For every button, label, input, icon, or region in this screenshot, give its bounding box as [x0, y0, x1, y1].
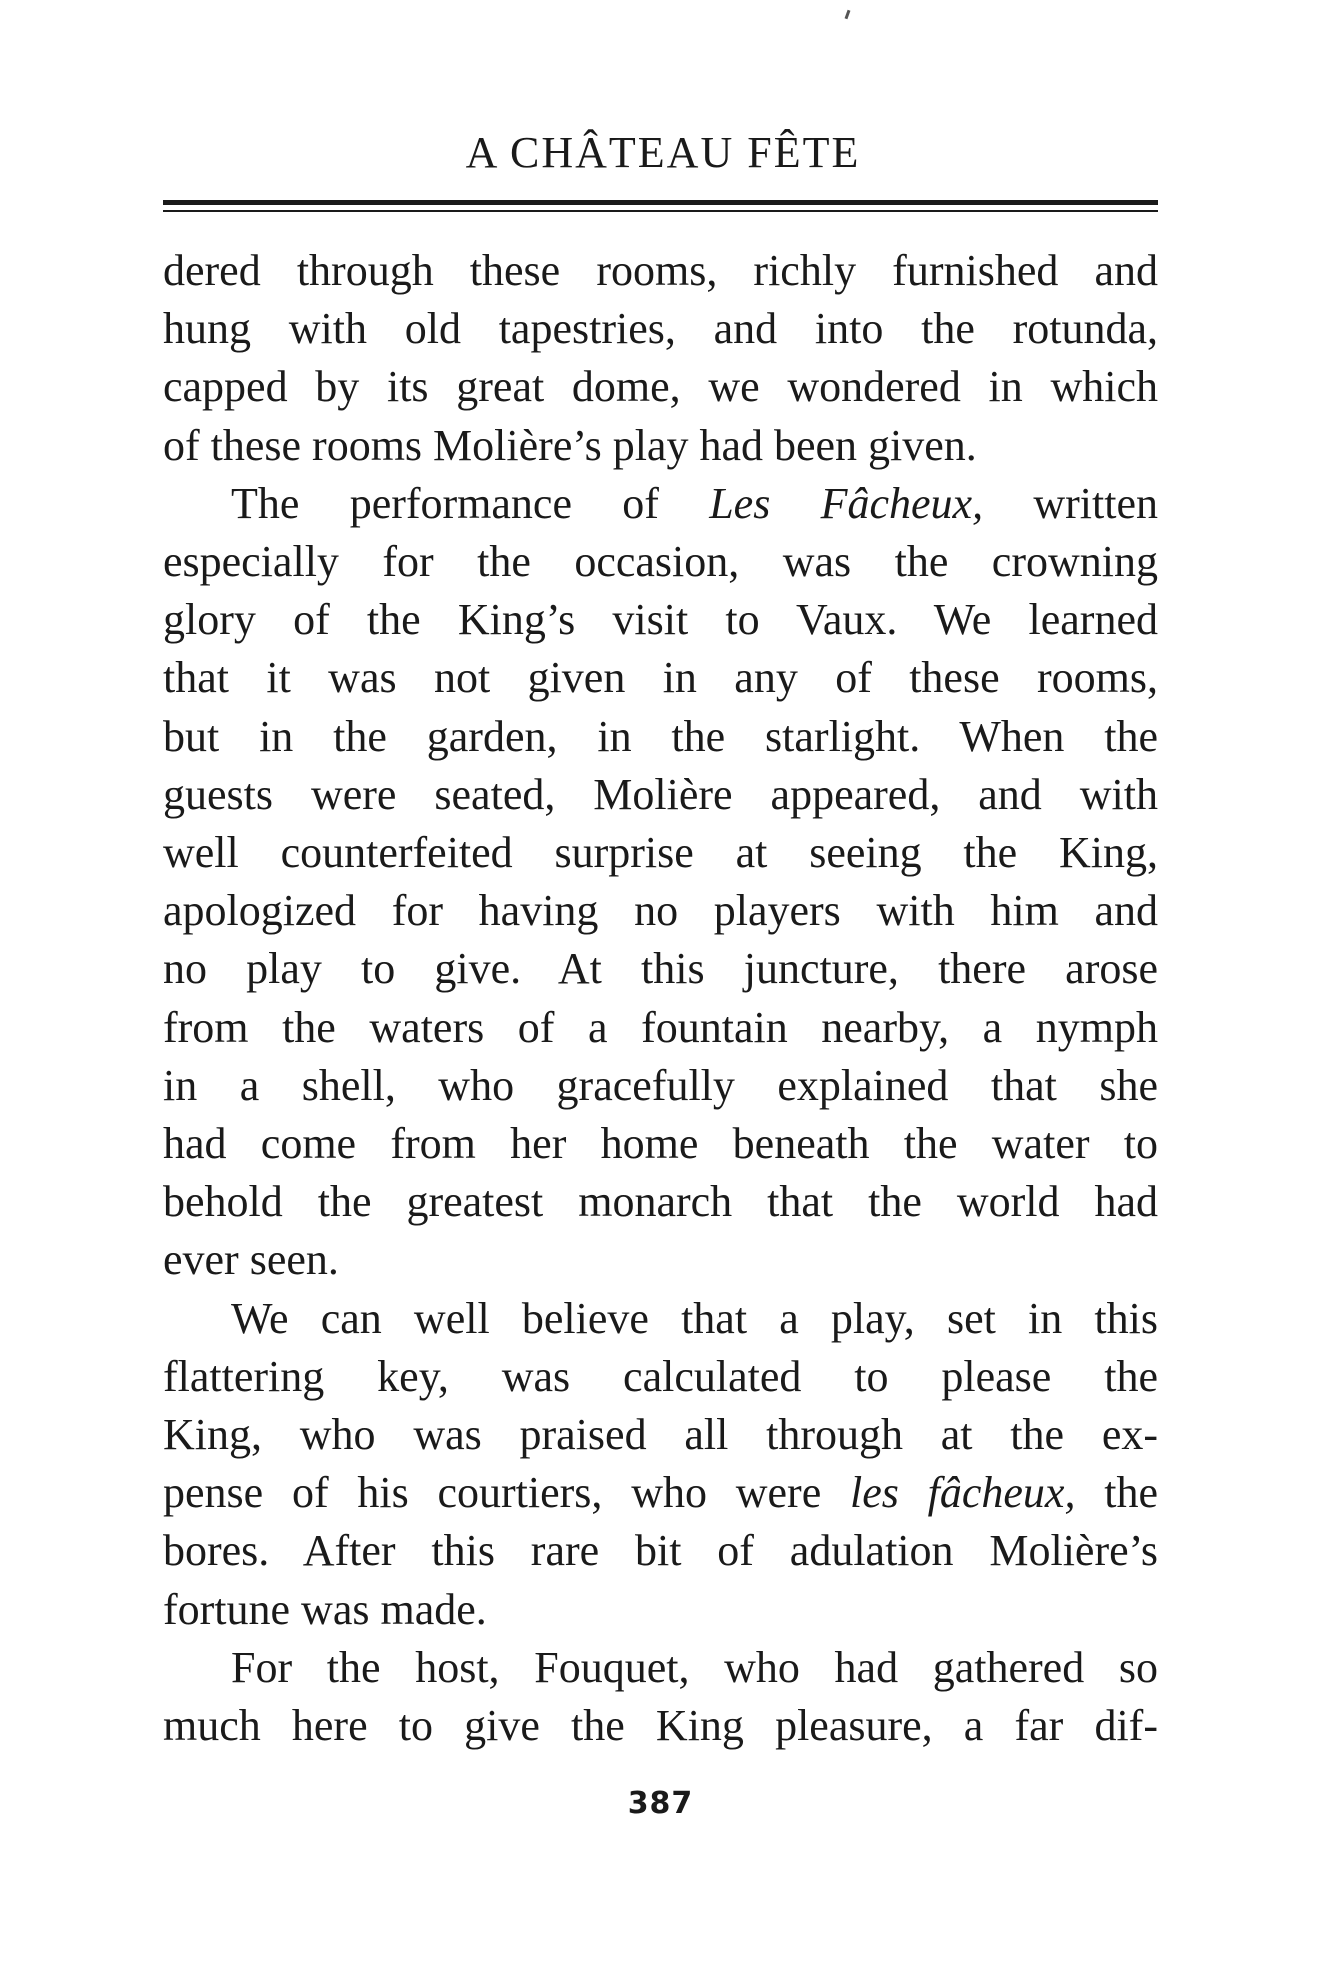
header-rule-thick [163, 200, 1158, 205]
text-line [163, 824, 1158, 882]
text-run: fortune was made. [163, 1584, 487, 1634]
text-run: guests were seated, Molière appeared, and with [163, 769, 1158, 819]
header-rule-thin [163, 210, 1158, 212]
text-run: ever seen. [163, 1235, 339, 1285]
page-number: 387 [627, 1786, 694, 1821]
text-line [163, 1581, 1158, 1639]
text-line [163, 708, 1158, 766]
paragraph [163, 1639, 1158, 1755]
text-run: but in the garden, in the starlight. When the [163, 711, 1158, 761]
text-run: especially for the occasion, was the crowning [163, 537, 1158, 587]
text-line [163, 1057, 1158, 1115]
text-run: King, who was praised all through at the ex- [163, 1410, 1158, 1460]
text-run: We can well believe that a play, set in this [231, 1293, 1158, 1343]
text-line [163, 649, 1158, 707]
text-line [163, 940, 1158, 998]
text-line [163, 882, 1158, 940]
text-line [163, 591, 1158, 649]
text-line [163, 1464, 1158, 1522]
text-run: flattering key, was calculated to please the [163, 1351, 1158, 1401]
text-line [163, 358, 1158, 416]
text-run: no play to give. At this juncture, there arose [163, 944, 1158, 994]
text-run: glory of the King’s visit to Vaux. We learned [163, 595, 1158, 645]
text-line [163, 1173, 1158, 1231]
running-title: A CHÂTEAU FÊTE [465, 128, 861, 177]
text-line [163, 1406, 1158, 1464]
text-line [163, 766, 1158, 824]
text-line [163, 242, 1158, 300]
text-line [163, 1115, 1158, 1173]
text-line [163, 417, 1158, 475]
text-line [163, 1348, 1158, 1406]
text-run: in a shell, who gracefully explained that she [163, 1060, 1158, 1110]
text-line [163, 1697, 1158, 1755]
text-run: pense of his courtiers, who were [163, 1468, 850, 1518]
text-run: much here to give the King pleasure, a far dif- [163, 1701, 1158, 1751]
text-run: apologized for having no players with him and [163, 886, 1158, 936]
italic-title: les fâcheux, [849, 1468, 1076, 1518]
text-line [163, 1290, 1158, 1348]
text-run: of these rooms Molière’s play had been given. [163, 420, 977, 470]
body-text [163, 242, 1158, 1755]
scan-speck [845, 10, 851, 19]
paragraph [163, 242, 1158, 475]
text-line [163, 999, 1158, 1057]
italic-title: Les Fâcheux, [709, 478, 984, 528]
text-run: hung with old tapestries, and into the rotunda, [163, 304, 1158, 354]
paragraph [163, 475, 1158, 1290]
text-run: from the waters of a fountain nearby, a nymph [163, 1002, 1158, 1052]
text-run: behold the greatest monarch that the world had [163, 1177, 1158, 1227]
paragraph [163, 1290, 1158, 1639]
text-run: that it was not given in any of these rooms, [163, 653, 1158, 703]
text-line [163, 475, 1158, 533]
text-run: written [983, 478, 1158, 528]
text-run: well counterfeited surprise at seeing the King, [163, 828, 1158, 878]
text-line [163, 1522, 1158, 1580]
text-run: For the host, Fouquet, who had gathered so [231, 1642, 1158, 1692]
text-run: had come from her home beneath the water to [163, 1119, 1158, 1169]
text-run: The performance of [231, 478, 710, 528]
text-line [163, 533, 1158, 591]
text-run: capped by its great dome, we wondered in which [163, 362, 1158, 412]
text-run: the [1075, 1468, 1158, 1518]
text-run: dered through these rooms, richly furnished and [163, 246, 1158, 295]
text-line [163, 1639, 1158, 1697]
text-run: bores. After this rare bit of adulation Molière’s [163, 1526, 1158, 1576]
text-line [163, 300, 1158, 358]
text-line [163, 1231, 1158, 1289]
